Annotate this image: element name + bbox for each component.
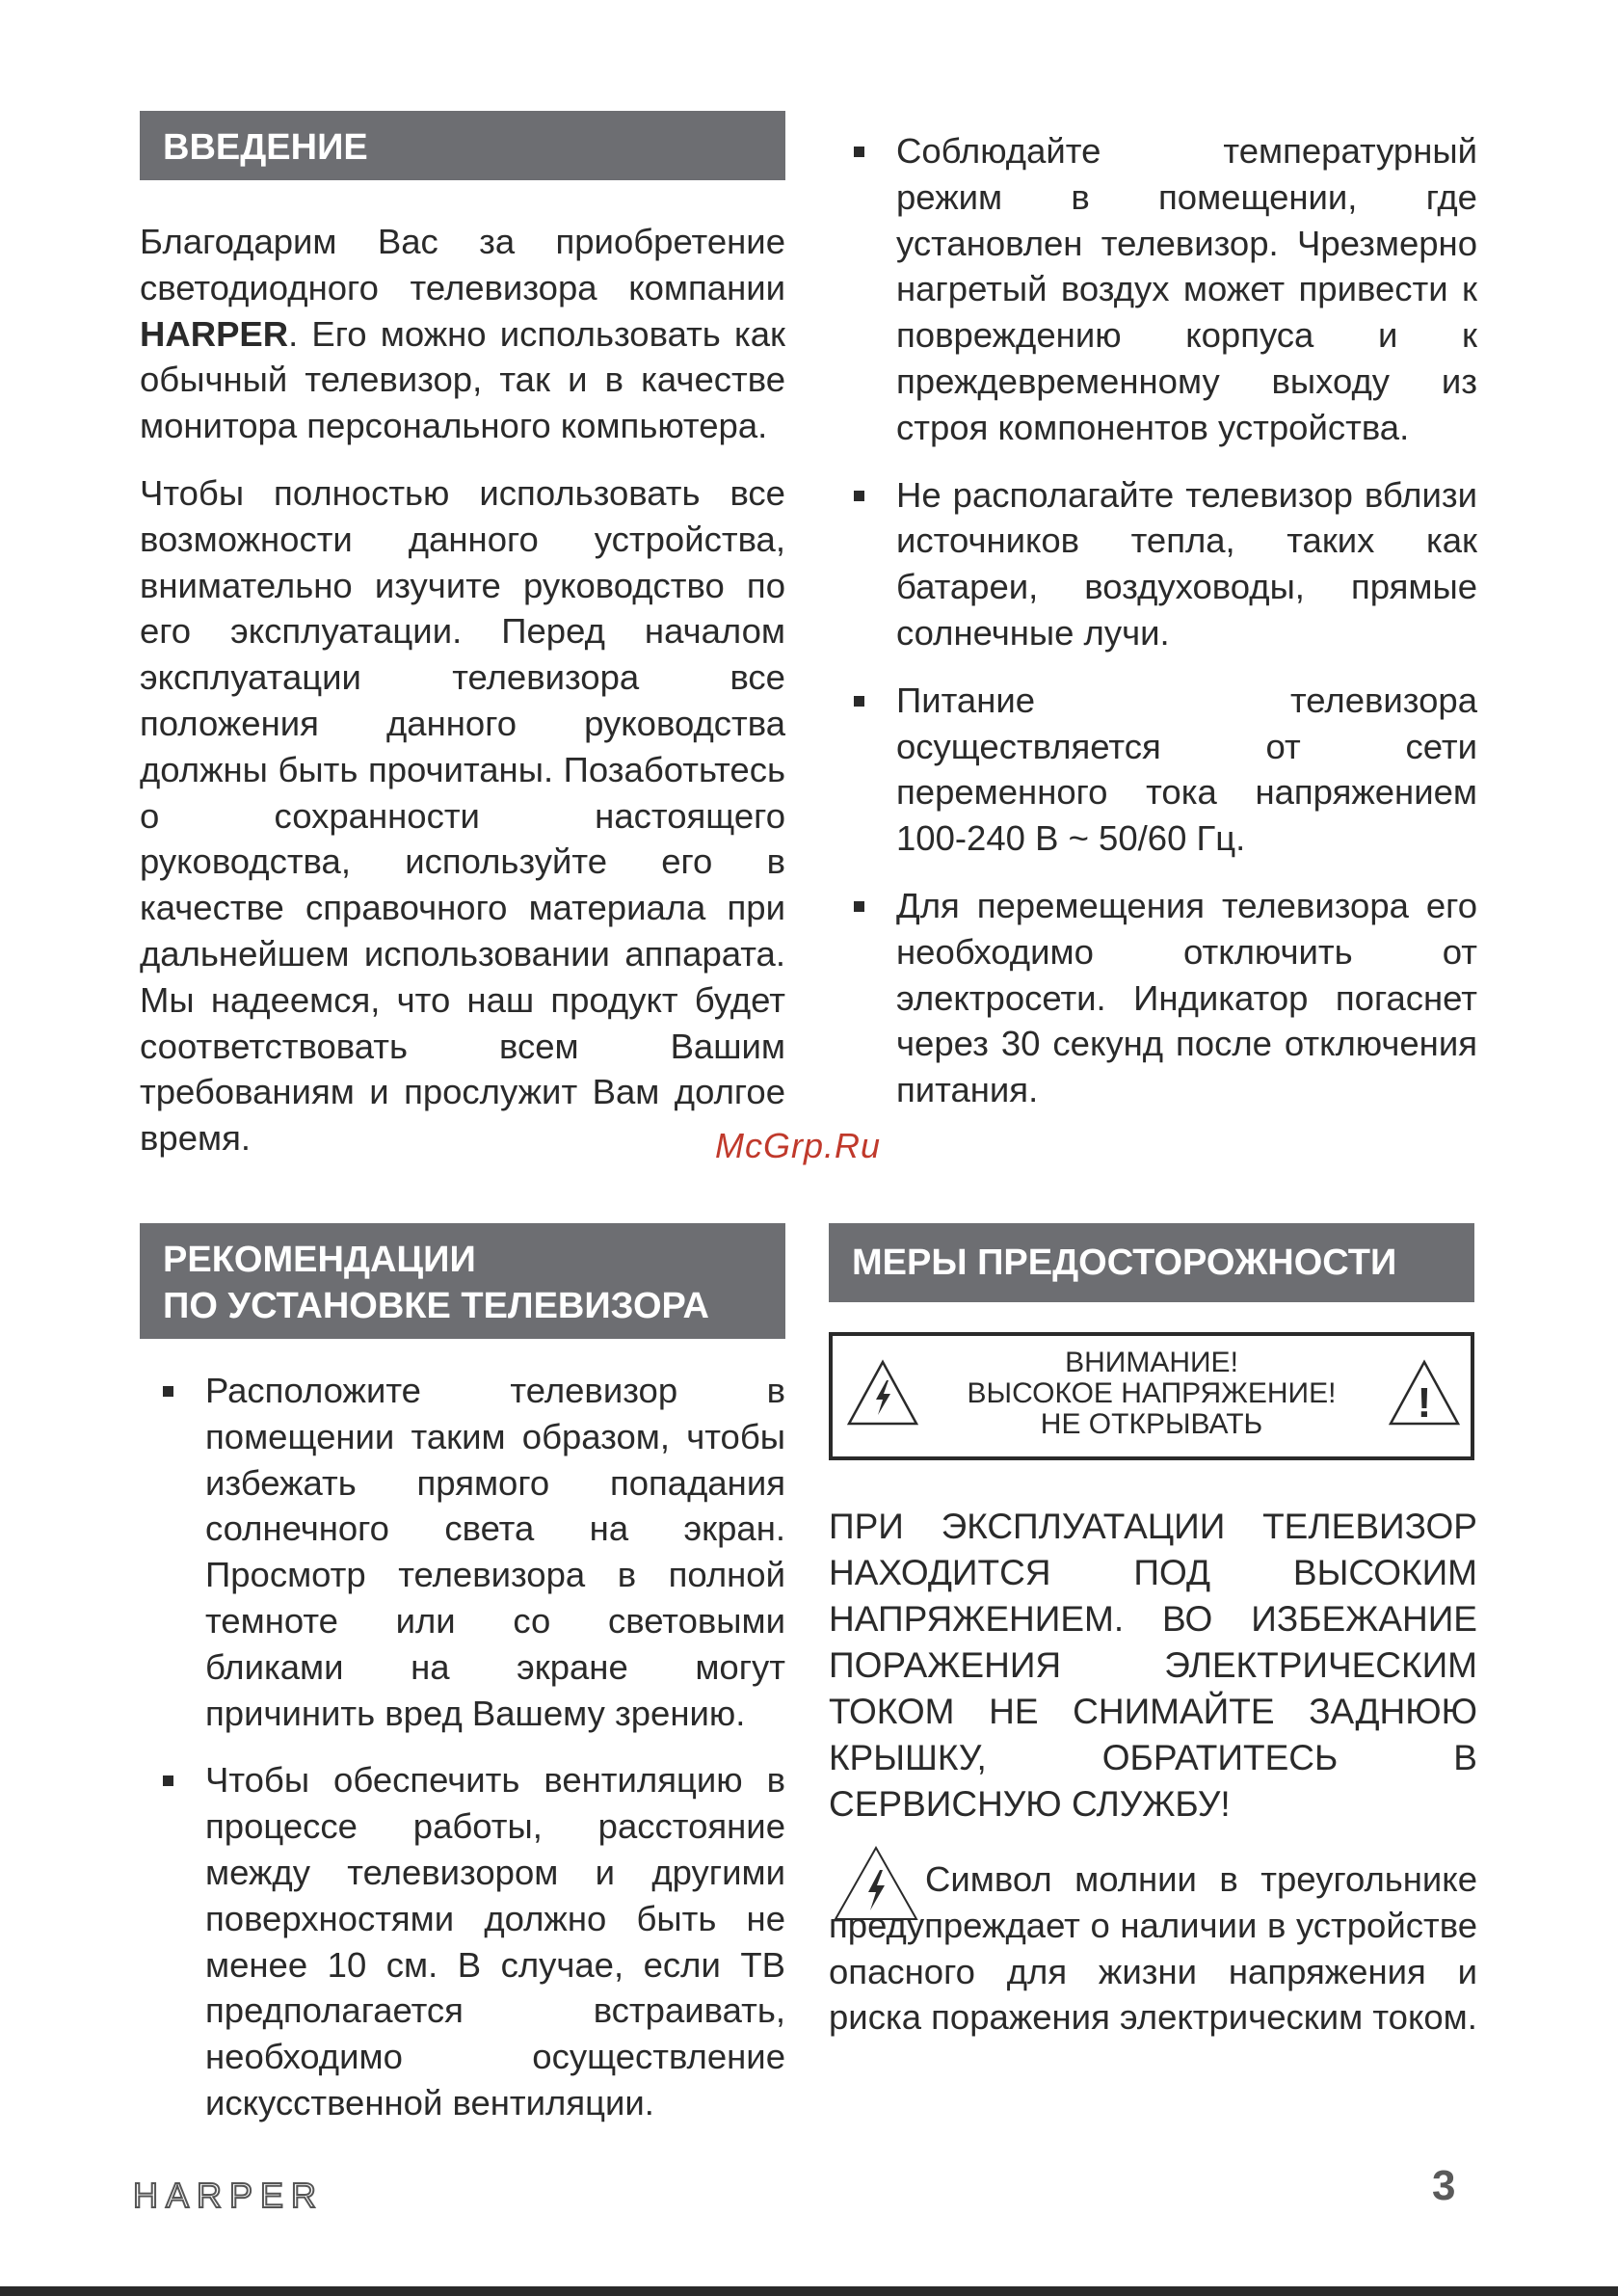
bullet-marker [854, 491, 864, 501]
svg-text:!: ! [1417, 1379, 1432, 1427]
brand-name: HARPER [140, 313, 289, 354]
list-item: Соблюдайте температурный режим в помещении, где установлен телевизор. Чрезмерно нагретый воздух может привести к повреждению корпуса и к преждевременному выходу из строя компонентов устройства. [829, 128, 1477, 451]
right-bullet-list [829, 128, 1477, 1113]
intro-heading: ВВЕДЕНИЕ [140, 111, 785, 180]
left-column [140, 111, 785, 1161]
exclamation-triangle-icon [1388, 1359, 1461, 1427]
bullet-marker [854, 696, 864, 707]
list-item: Расположите телевизор в помещении таким образом, чтобы избежать прямого попадания солнечного света на экран. Просмотр телевизора в полной темноте или со световыми бликами на экране могут причинить вред Вашему зрению. [140, 1368, 785, 1736]
lightning-triangle-icon [833, 1845, 919, 1922]
page-number: 3 [1432, 2162, 1456, 2209]
list-item: Не располагайте телевизор вблизи источников тепла, таких как батареи, воздуховоды, прямые солнечные лучи. [829, 472, 1477, 656]
right-column-top [829, 128, 1477, 1113]
warning-box [829, 1332, 1474, 1460]
precautions-heading: МЕРЫ ПРЕДОСТОРОЖНОСТИ [829, 1223, 1474, 1302]
harper-logo [133, 2176, 345, 2215]
list-item: Чтобы обеспечить вентиляцию в процессе работы, расстояние между телевизором и другими поверхностями должно быть не менее 10 см. В случае, если ТВ предполагается встраивать, необходимо осуществление искусственной вентиляции. [140, 1757, 785, 2125]
bullet-marker [854, 901, 864, 912]
precautions-body [829, 1504, 1477, 2041]
page-bottom-edge [0, 2286, 1618, 2296]
bullet-marker [163, 1775, 173, 1786]
install-heading: РЕКОМЕНДАЦИИ ПО УСТАНОВКЕ ТЕЛЕВИЗОРА [140, 1223, 785, 1339]
list-item: Питание телевизора осуществляется от сети переменного тока напряжением 100-240 В ~ 50/60 Гц. [829, 678, 1477, 862]
install-section [140, 1223, 785, 2126]
intro-paragraph-2: Чтобы полностью использовать все возможности данного устройства, внимательно изучите руководство по его эксплуатации. Перед началом эксплуатации телевизора все положения данного руководства должны быть прочитаны. Позаботьтесь о сохранности настоящего руководства, используйте его в качестве справочного материала при дальнейшем использовании аппарата. Мы надеемся, что наш продукт будет соответствовать всем Вашим требованиям и прослужит Вам долгое время. [140, 472, 785, 1159]
warning-text: ВНИМАНИЕ! ВЫСОКОЕ НАПРЯЖЕНИЕ! НЕ ОТКРЫВАТЬ [967, 1347, 1337, 1440]
symbol-explanation [829, 1856, 1477, 2041]
bullet-marker [854, 147, 864, 157]
caps-warning-text: ПРИ ЭКСПЛУАТАЦИИ ТЕЛЕВИЗОР НАХОДИТСЯ ПОД ВЫСОКИМ НАПРЯЖЕНИЕМ. ВО ИЗБЕЖАНИЕ ПОРАЖЕНИЯ ЭЛЕКТРИЧЕСКИМ ТОКОМ НЕ СНИМАЙТЕ ЗАДНЮЮ КРЫШКУ, ОБРАТИТЕСЬ В СЕРВИСНУЮ СЛУЖБУ! [829, 1507, 1477, 1824]
install-bullet-list [140, 1368, 785, 2126]
watermark: McGrp.Ru [715, 1126, 882, 1165]
bullet-marker [163, 1386, 173, 1397]
intro-paragraph-1: Благодарим Вас за приобретение светодиодного телевизора компании HARPER. Его можно использовать как обычный телевизор, так и в качестве монитора персонального компьютера. [140, 222, 785, 446]
svg-text:HARPER: HARPER [133, 2176, 325, 2215]
lightning-triangle-icon [846, 1359, 919, 1427]
list-item: Для перемещения телевизора его необходимо отключить от электросети. Индикатор погаснет через 30 секунд после отключения питания. [829, 883, 1477, 1113]
symbol-explanation-text: Символ молнии в треугольнике предупреждает о наличии в устройстве опасного для жизни напряжения и риска поражения электрическим током. [829, 1859, 1477, 2038]
precautions-section [829, 1223, 1474, 1302]
